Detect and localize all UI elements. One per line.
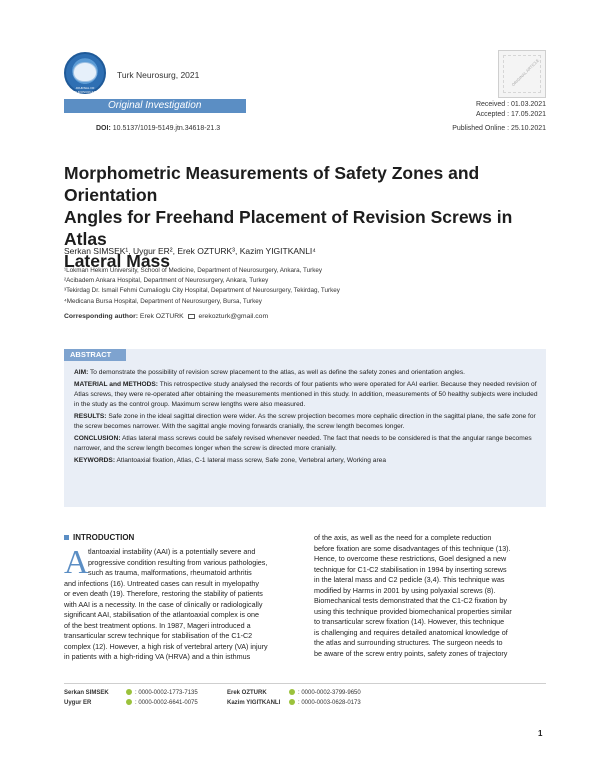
body-line: of the axis, as well as the need for a complete reduction	[314, 533, 492, 542]
corresponding-name: Erek OZTURK	[139, 313, 184, 320]
aim-label: AIM:	[74, 369, 89, 376]
orcid-entry	[227, 688, 361, 698]
methods-text: This retrospective study analysed the records of four patients who were operated for AAI earlier. Because they needed revision of Atlas screws, they were re-operated after obtaining the measurements mentioned in this study. In addition, measurements of 50 healthy subjects were included in the study as the control group. Maximum screw lengths were also measured.	[74, 381, 538, 408]
logo-label: JOURNAL OF NEUROSURGERY	[72, 86, 98, 94]
article-type-label: Original Investigation	[108, 100, 202, 111]
methods-label: MATERIAL and METHODS:	[74, 381, 159, 388]
orcid-entry	[64, 698, 198, 708]
orcid-id[interactable]: : 0000-0003-0628-0173	[298, 700, 361, 706]
orcid-list-left	[64, 688, 198, 708]
body-line: Biomechanical tests demonstrated that the C1-C2 fixation by	[314, 596, 507, 605]
body-line: in the lateral mass and C2 pedicle (3,4). This technique was	[314, 575, 505, 584]
body-line: significant AAI, stabilisation of the atlantoaxial complex is one	[64, 610, 259, 619]
body-line: before fixation are some disadvantages of this technique (13).	[314, 543, 511, 553]
abstract-results	[74, 412, 540, 432]
orcid-icon	[289, 689, 295, 695]
conclusion-text: Atlas lateral mass screws could be safely revised whenever needed. The fact that needs to be considered is that the angular range becomes narrower, and the screw length becomes longer when the screw is directed more cranially.	[74, 435, 532, 452]
abstract-aim	[74, 368, 540, 378]
body-line: be aware of the screw entry points, safety zones of trajectory	[314, 648, 508, 658]
orcid-author: Uygur ER	[64, 700, 92, 706]
brain-icon	[73, 62, 97, 82]
doi-label: DOI:	[96, 125, 111, 132]
footer-divider	[64, 683, 546, 684]
abstract-keywords	[74, 456, 540, 466]
section-heading	[64, 533, 134, 542]
results-label: RESULTS:	[74, 413, 107, 420]
body-line: and infections (16). Untreated cases can result in myelopathy	[64, 578, 259, 588]
orcid-icon	[289, 699, 295, 705]
body-line: tlantoaxial instability (AAI) is a potentially severe and	[88, 547, 256, 556]
results-text: Safe zone in the ideal sagittal direction were wider. As the screw projection becomes more cephalic direction in the sagittal plane, the safe zone for the screw becomes narrower. With the sagittal angle moving forwards cranially, the screw length becomes longer.	[74, 413, 536, 430]
article-dates	[476, 100, 546, 120]
body-line: or even death (19). Therefore, restoring the stability of patients	[64, 589, 263, 598]
orcid-author: Erek OZTURK	[227, 690, 267, 696]
orcid-icon	[126, 699, 132, 705]
accepted-date: Accepted : 17.05.2021	[475, 111, 546, 118]
affiliation: ³Tekirdag Dr. Ismail Fehmi Cumalioglu City Hospital, Department of Neurosurgery, Tekirdag, Turkey	[64, 287, 340, 295]
title-line: Angles for Freehand Placement of Revision Screws in Atlas	[64, 207, 513, 249]
orcid-author: Serkan SIMSEK	[64, 690, 109, 696]
drop-cap: A	[64, 544, 89, 581]
corresponding-author	[64, 313, 268, 320]
corresponding-label: Corresponding author:	[64, 313, 139, 320]
conclusion-label: CONCLUSION:	[74, 435, 121, 442]
heading-marker-icon	[64, 535, 69, 540]
journal-citation: Turk Neurosurg, 2021	[117, 70, 200, 80]
abstract-heading: ABSTRACT	[70, 350, 112, 359]
orcid-entry	[64, 688, 198, 698]
aim-text: To demonstrate the possibility of revision screw placement to the atlas, as well as define the safety zones and orientation angles.	[90, 369, 465, 376]
author-list: Serkan SIMSEK¹, Uygur ER², Erek OZTURK³, Kazim YIGITKANLI⁴	[64, 246, 316, 256]
title-line: Lateral Mass	[64, 251, 171, 271]
abstract-conclusion	[74, 434, 540, 454]
body-line: to transarticular screw fixation (14). However, this technique	[314, 617, 505, 626]
body-line: progressive condition resulting from various pathologies,	[88, 557, 268, 567]
published-date: Published Online : 25.10.2021	[452, 125, 546, 132]
body-line: Hence, to overcome these restrictions, Goel designed a new	[314, 554, 507, 563]
orcid-id[interactable]: : 0000-0002-3799-9650	[298, 690, 361, 696]
affiliation: ¹Lokman Hekim University, School of Medicine, Department of Neurosurgery, Ankara, Turkey	[64, 267, 323, 274]
orcid-id[interactable]: : 0000-0002-1773-7135	[135, 690, 198, 696]
body-line: complex (12). However, a high risk of vertebral artery (VA) injury	[64, 641, 268, 651]
keywords-text: Atlantoaxial fixation, Atlas, C-1 lateral mass screw, Safe zone, Vertebral artery, Working area	[116, 457, 386, 464]
body-line: the atlas and surrounding structures. The surgeon needs to	[314, 638, 503, 647]
orcid-entry	[227, 698, 361, 708]
orcid-author: Kazim YIGITKANLI	[227, 700, 281, 706]
body-line: transarticular screw technique for stabilisation of the C1-C2	[64, 631, 253, 640]
body-column-right	[314, 533, 546, 659]
stamp-label: ORIGINAL ARTICLE	[510, 57, 541, 88]
page-number: 1	[538, 729, 543, 738]
body-line: is challenging and requires detailed anatomical knowledge of	[314, 627, 508, 637]
body-line: of the best treatment options. In 1987, Mageri introduced a	[64, 620, 251, 630]
body-line: modified by Harms in 2001 by using polyaxial screws (8).	[314, 585, 496, 595]
orcid-list-right	[227, 688, 361, 708]
abstract-methods	[74, 380, 540, 410]
doi	[96, 125, 220, 132]
mail-icon	[188, 314, 195, 319]
keywords-label: KEYWORDS:	[74, 457, 116, 464]
doi-link[interactable]: 10.5137/1019-5149.jtn.34618-21.3	[112, 125, 221, 132]
received-date: Received : 01.03.2021	[475, 101, 546, 108]
body-line: technique for C1-C2 stabilisation in 1994 by inserting screws	[314, 564, 507, 574]
body-column-left	[64, 544, 296, 663]
intro-heading-text: INTRODUCTION	[73, 533, 135, 542]
orcid-id[interactable]: : 0000-0002-6641-0075	[135, 700, 198, 706]
abstract-body	[74, 368, 540, 468]
body-line: with AAI is a necessity. In the case of clinically or radiologically	[64, 599, 263, 609]
orcid-icon	[126, 689, 132, 695]
body-line: using this technique provided biomechanical properties similar	[314, 606, 512, 616]
body-line: in patients with a high-riding VA (HRVA) and a thin isthmus	[64, 652, 251, 661]
corresponding-email[interactable]: erekozturk@gmail.com	[198, 313, 269, 320]
affiliations	[64, 266, 340, 307]
title-line: Morphometric Measurements of Safety Zones and Orientation	[64, 163, 480, 205]
affiliation: ⁴Medicana Bursa Hospital, Department of Neurosurgery, Bursa, Turkey	[64, 297, 262, 305]
affiliation: ²Acibadem Ankara Hospital, Department of Neurosurgery, Ankara, Turkey	[64, 277, 269, 285]
body-line: such as trauma, malformations, rheumatoid arthritis	[88, 568, 252, 577]
